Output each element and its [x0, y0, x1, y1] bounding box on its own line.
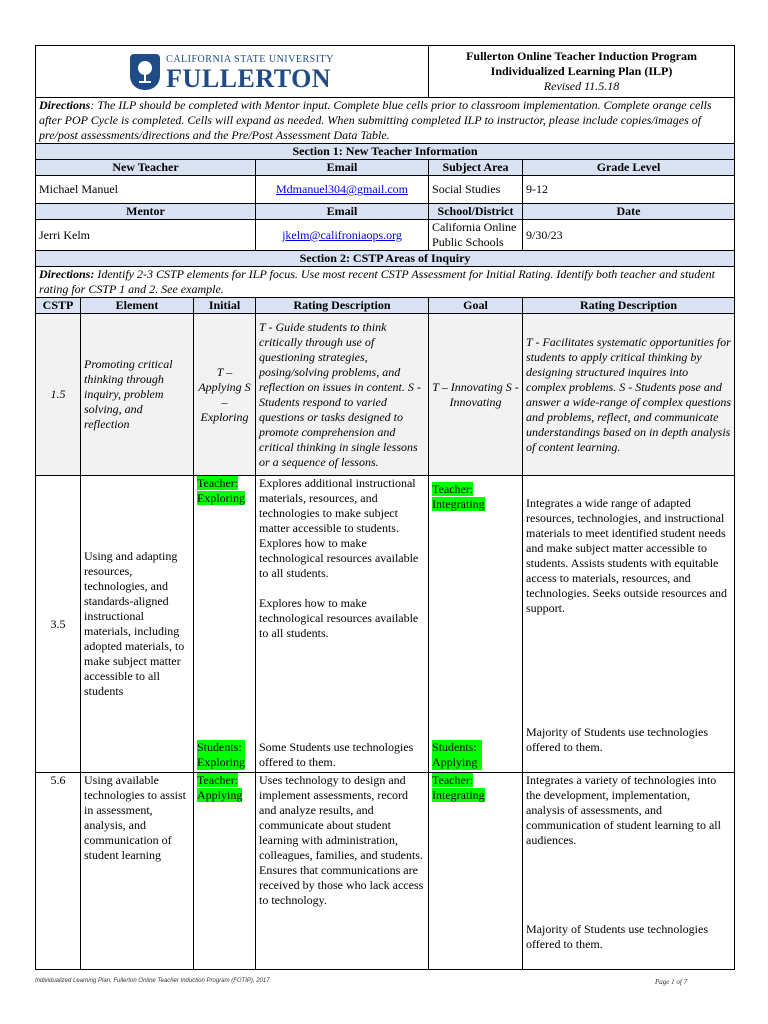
- date-value: 9/30/23: [523, 220, 735, 251]
- mentor-email-link[interactable]: jkelm@califroniaops.org: [282, 227, 402, 242]
- program-title: Fullerton Online Teacher Induction Program: [466, 49, 697, 63]
- goal-students-rating: Students: Applying: [432, 740, 482, 770]
- school-district-header: School/District: [429, 204, 523, 220]
- cstp-element: Using and adapting resources, technologies, and standards-aligned instructional materials, including adopted materials, to make subject matter accessible to all students: [81, 476, 194, 773]
- initial-rating: T – Applying S – Exploring: [194, 314, 256, 476]
- goal-rating: T – Innovating S - Innovating: [429, 314, 523, 476]
- goal-desc-part2: Majority of Students use technologies offered to them.: [526, 922, 708, 951]
- mentor-email-header: Email: [256, 204, 429, 220]
- section1-title: Section 1: New Teacher Information: [36, 144, 735, 160]
- initial-students-rating: Students: Exploring: [197, 740, 245, 769]
- goal-header: Goal: [429, 298, 523, 314]
- goal-desc-part1: Integrates a wide range of adapted resources, technologies, and instructional materials to meet identified student needs and make subject matter accessible to students. Assists students with equitable access to materials, resources, and technologies. Seeks outside resources and support.: [526, 496, 727, 615]
- section2-directions: [36, 267, 735, 298]
- table-row: [36, 773, 735, 970]
- goal-rating: [429, 476, 523, 773]
- section2-title: Section 2: CSTP Areas of Inquiry: [36, 251, 735, 267]
- initial-teacher-rating: Teacher: Exploring: [197, 476, 245, 505]
- initial-rating: [194, 773, 256, 970]
- logo-university-text: CALIFORNIA STATE UNIVERSITY: [166, 54, 334, 65]
- element-header: Element: [81, 298, 194, 314]
- section2-directions-label: Directions:: [39, 267, 95, 281]
- directions-label: Directions: [39, 98, 91, 112]
- cstp-header: CSTP: [36, 298, 81, 314]
- initial-header: Initial: [194, 298, 256, 314]
- new-teacher-header: New Teacher: [36, 160, 256, 176]
- ilp-table: [35, 45, 735, 970]
- initial-rating-desc-header: Rating Description: [256, 298, 429, 314]
- cstp-number: 5.6: [36, 773, 81, 970]
- initial-rating: [194, 476, 256, 773]
- goal-rating-description: [523, 773, 735, 970]
- footer-title: Individualized Learning Plan, Fullerton Online Teacher Induction Program (FOTIP), 2017: [35, 978, 270, 984]
- plan-title: Individualized Learning Plan (ILP): [490, 64, 673, 78]
- goal-desc-part1: Integrates a variety of technologies into the development, implementation, analysis of assessments, and communication of student learning to all audiences.: [526, 773, 721, 847]
- university-logo: [130, 52, 334, 91]
- revised-date: Revised 11.5.18: [543, 79, 620, 93]
- goal-rating-desc-header: Rating Description: [523, 298, 735, 314]
- grade-level: 9-12: [523, 176, 735, 204]
- email-header: Email: [256, 160, 429, 176]
- cstp-element: Using available technologies to assist in assessment, analysis, and communication of student learning: [81, 773, 194, 970]
- subject-area: Social Studies: [429, 176, 523, 204]
- goal-teacher-rating: Teacher: Integrating: [432, 482, 485, 511]
- logo-cell: [36, 46, 429, 98]
- initial-rating-description: Uses technology to design and implement assessments, record and analyze results, and communicate about student learning with administration, colleagues, families, and students. Ensures that communications are received by those who lack access to technology.: [256, 773, 429, 970]
- initial-rating-description: T - Guide students to think critically through use of questioning strategies, posing/solving problems, and reflection on issues in content. S - Students respond to varied questions or tasks designed to promote comprehension and critical thinking in single lessons or a sequence of lessons.: [256, 314, 429, 476]
- table-row: [36, 476, 735, 773]
- goal-rating: [429, 773, 523, 970]
- program-title-cell: [429, 46, 735, 98]
- cstp-number: 3.5: [36, 476, 81, 773]
- directions-cell: [36, 98, 735, 144]
- initial-rating-description: [256, 476, 429, 773]
- initial-desc-part1: Explores additional instructional materials, resources, and technologies to make subject matter accessible to students. Explores how to make technological resources available to all students.: [259, 476, 419, 580]
- section2-directions-text: Identify 2-3 CSTP elements for ILP focus. Use most recent CSTP Assessment for Initial Rating. Identify both teacher and student rating for CSTP 1 and 2. See example.: [39, 267, 715, 296]
- mentor-header: Mentor: [36, 204, 256, 220]
- teacher-email-link[interactable]: Mdmanuel304@gmail.com: [275, 182, 409, 196]
- teacher-name: Michael Manuel: [36, 176, 256, 204]
- goal-desc-part2: Majority of Students use technologies offered to them.: [526, 725, 708, 754]
- initial-desc-part2: Explores how to make technological resources available to all students.: [259, 596, 419, 640]
- directions-text: : The ILP should be completed with Mentor input. Complete blue cells prior to classroom implementation. Complete orange cells after POP Cycle is completed. Cells will expand as needed. When submitting completed ILP to instructor, please include copies/images of pre/post assessments/directions and the Pre/Post Assessment Data Table.: [39, 98, 712, 142]
- page-number: Page 1 of 7: [655, 978, 688, 986]
- grade-level-header: Grade Level: [523, 160, 735, 176]
- subject-area-header: Subject Area: [429, 160, 523, 176]
- goal-rating-description: [523, 476, 735, 773]
- initial-desc-part3: Some Students use technologies offered to them.: [259, 740, 414, 769]
- mentor-name: Jerri Kelm: [36, 220, 256, 251]
- goal-teacher-rating: Teacher: Integrating: [432, 773, 485, 802]
- logo-campus-text: FULLERTON: [166, 64, 332, 93]
- goal-rating-description: T - Facilitates systematic opportunities for students to apply critical thinking by designing structured inquires into complex problems. S - Students pose and answer a wide-range of complex questions and problems, reflect, and communicate understandings based on in depth analysis of content learning.: [523, 314, 735, 476]
- tree-seal-icon: [130, 54, 160, 90]
- school-district: California Online Public Schools: [429, 220, 523, 251]
- date-header: Date: [523, 204, 735, 220]
- cstp-element: Promoting critical thinking through inquiry, problem solving, and reflection: [81, 314, 194, 476]
- table-row: [36, 314, 735, 476]
- initial-teacher-rating: Teacher: Applying: [197, 773, 243, 802]
- cstp-number: 1.5: [36, 314, 81, 476]
